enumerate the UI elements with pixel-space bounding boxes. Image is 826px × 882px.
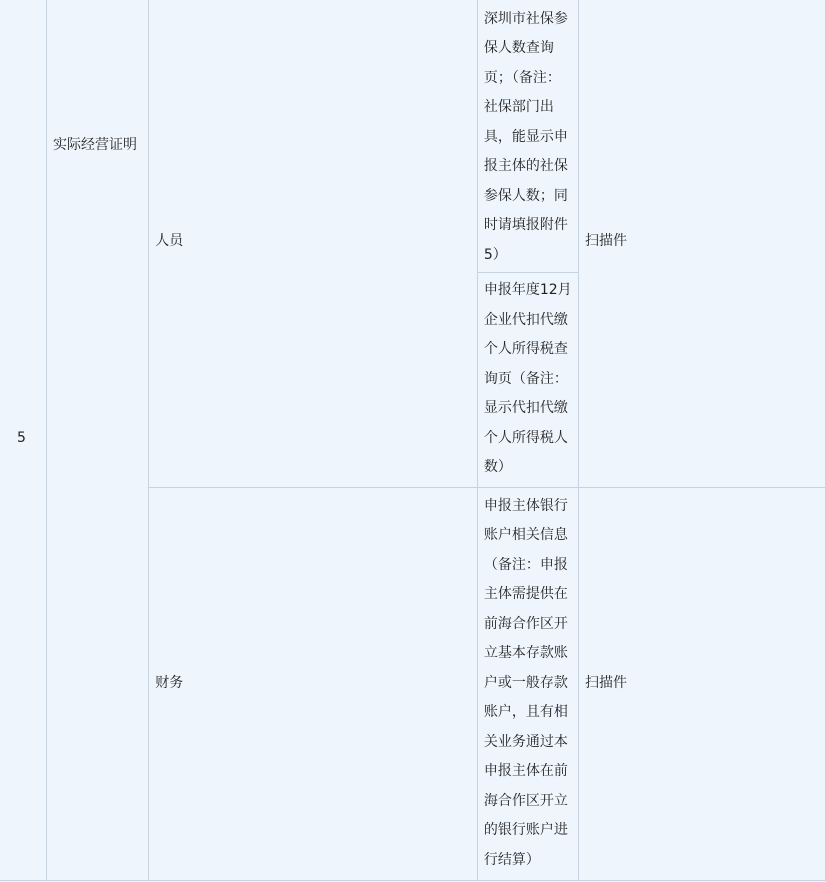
category-cell <box>47 0 149 881</box>
material-cell <box>477 0 578 273</box>
category-label: 实际经营证明 <box>53 137 138 153</box>
material-cell <box>477 273 578 488</box>
format-label: 扫描件 <box>585 675 627 692</box>
sub-item-label: 人员 <box>155 233 184 250</box>
material-text: 深圳市社保参保人数查询页；（备注：社保部门出具，能显示申报主体的社保参保人数；同时请填报附件5） <box>483 10 568 263</box>
sub-item-label: 财务 <box>155 675 184 692</box>
sub-item-cell <box>149 0 478 488</box>
format-label: 扫描件 <box>585 233 627 250</box>
row-number-cell <box>0 0 47 881</box>
row-number: 5 <box>17 429 26 446</box>
format-cell <box>579 0 826 488</box>
material-text: 申报年度12月企业代扣代缴个人所得税查询页（备注：显示代扣代缴个人所得税人数） <box>483 282 572 476</box>
table-row <box>0 0 826 273</box>
format-cell <box>579 488 826 881</box>
material-cell <box>477 488 578 881</box>
sub-item-cell <box>149 488 478 881</box>
material-text: 申报主体银行账户相关信息（备注：申报主体需提供在前海合作区开立基本存款账户或一般存款账户，且有相关业务通过本申报主体在前海合作区开立的银行账户进行结算） <box>483 497 568 868</box>
